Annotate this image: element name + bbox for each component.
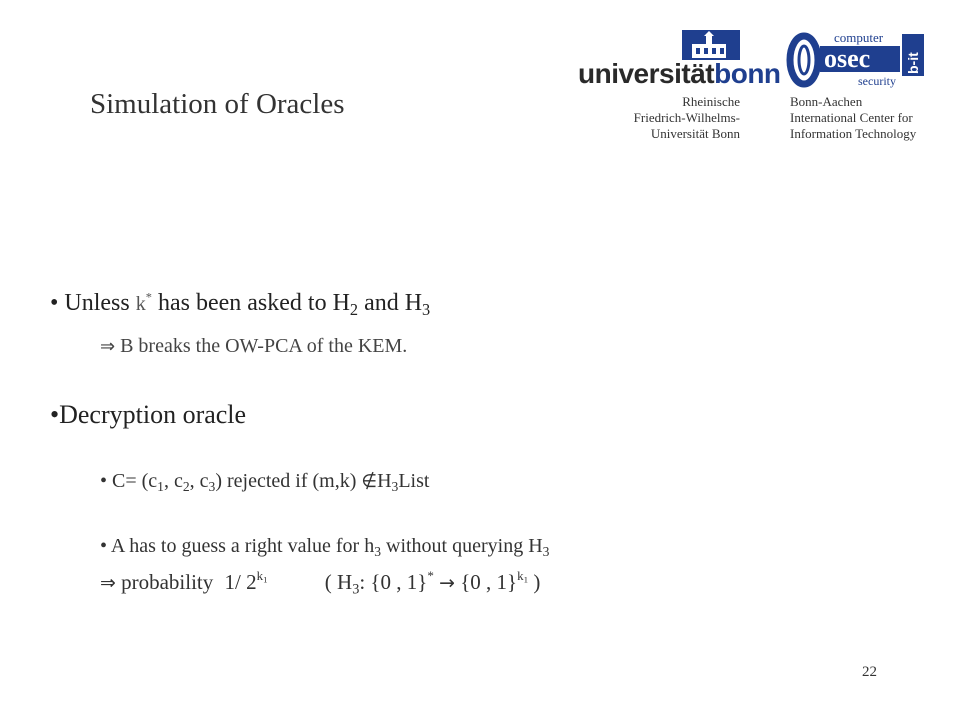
subscript: 3 [208, 479, 216, 495]
implication-probability [100, 567, 541, 598]
svg-text:osec: osec [824, 44, 871, 73]
text-fragment: , c [163, 470, 183, 492]
mapping-exponent [517, 568, 528, 583]
text-fragment: ( H [324, 570, 353, 594]
text-fragment: C= (c [112, 470, 158, 492]
subscript: 2 [182, 479, 190, 495]
cosec-logo-icon [786, 28, 928, 90]
page-number: 22 [862, 664, 877, 680]
bullet-marker: • [50, 290, 59, 316]
university-wordmark [578, 58, 781, 90]
text-fragment: A has to guess a right value for h [110, 535, 375, 557]
right-arrow-icon: → [439, 572, 455, 594]
svg-text:computer: computer [834, 30, 884, 45]
bullet-unless [50, 290, 430, 317]
k-star: * [145, 290, 152, 305]
subscript: 3 [422, 299, 431, 319]
subscript: 2 [349, 299, 359, 319]
text-fragment: {0 , 1} [460, 570, 518, 594]
hash-mapping [324, 567, 541, 598]
cosec-line: Information Technology [790, 126, 917, 141]
exponent-subscript: 1 [523, 574, 529, 585]
subscript: 3 [542, 544, 550, 560]
exponent-k: k [517, 567, 524, 583]
sub-bullet-guess [100, 535, 549, 558]
k-variable [135, 290, 152, 315]
text-fragment: List [398, 470, 430, 492]
sub-bullet-rejection [100, 470, 429, 493]
star-superscript: * [427, 567, 434, 583]
wordmark-blue: bonn [714, 58, 781, 89]
bullet-marker: • [50, 400, 60, 429]
text-fragment: has been asked to H [157, 290, 350, 316]
bullet-marker: • [100, 535, 108, 557]
text-fragment: and H [364, 290, 423, 316]
implication-ow-pca [100, 335, 407, 358]
subscript: 3 [374, 544, 381, 560]
text-fragment: H [377, 470, 392, 492]
text-fragment: , c [189, 470, 209, 492]
not-in-icon: ∉ [361, 471, 378, 492]
implies-icon: ⇒ [100, 572, 116, 594]
exponent-subscript: 1 [263, 574, 268, 585]
implication-text: B breaks the OW-PCA of the KEM. [120, 335, 408, 357]
wordmark-black: universität [578, 58, 715, 89]
k-letter: k [135, 293, 146, 315]
fraction-base: 1/ 2 [224, 570, 257, 594]
text-fragment: without querying H [386, 535, 543, 557]
subscript: 3 [391, 479, 399, 495]
bullet-marker: • [100, 470, 108, 492]
svg-text:security: security [858, 74, 896, 88]
university-line: Universität Bonn [650, 126, 740, 141]
subscript: 3 [352, 581, 360, 598]
subscript: 1 [157, 479, 164, 495]
university-line: Rheinische [682, 94, 740, 109]
text-fragment: ) [533, 570, 541, 594]
text-fragment: Unless [64, 290, 130, 316]
cosec-name-lines [790, 94, 916, 142]
university-building-icon [578, 28, 748, 62]
svg-text:b-it: b-it [905, 52, 921, 74]
university-line: Friedrich-Wilhelms- [633, 110, 740, 125]
bullet-text: Decryption oracle [59, 400, 247, 429]
probability-fraction [224, 567, 268, 594]
implies-icon: ⇒ [100, 336, 116, 357]
slide-title: Simulation of Oracles [90, 88, 345, 120]
bullet-decryption-oracle [50, 400, 246, 430]
cosec-line: Bonn-Aachen [790, 94, 863, 109]
exponent-k: k [256, 567, 264, 583]
cosec-line: International Center for [790, 110, 913, 125]
university-name-lines [634, 94, 740, 142]
text-fragment: ) rejected if (m,k) [215, 470, 357, 492]
text-fragment: : {0 , 1} [359, 570, 428, 594]
fraction-exponent [257, 568, 268, 583]
text-fragment: probability [121, 570, 214, 594]
